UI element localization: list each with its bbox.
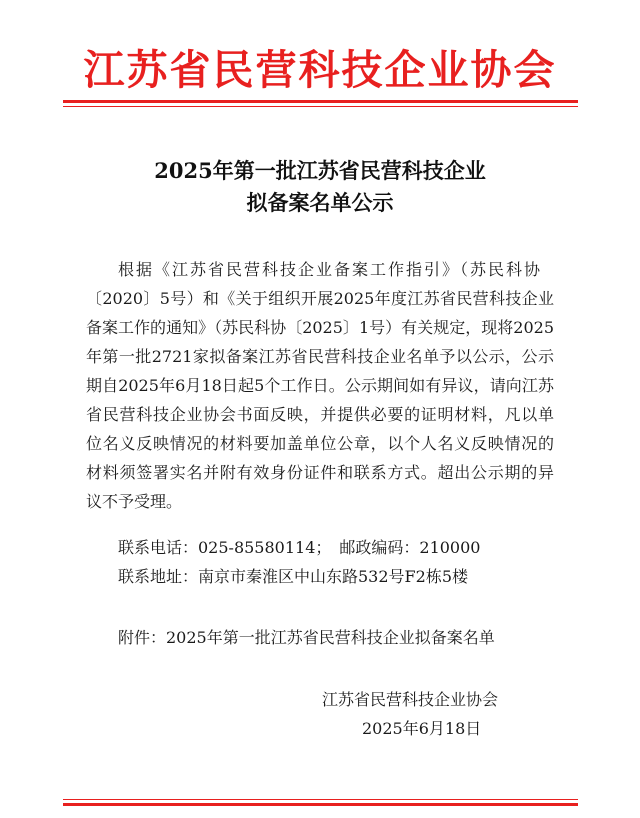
attachment-line: 附件：2025年第一批江苏省民营科技企业拟备案名单 — [118, 628, 495, 647]
letterhead-org-name: 江苏省民营科技企业协会 — [83, 46, 557, 94]
footer-divider-thin — [63, 799, 578, 800]
contact-phone: 联系电话：025-85580114； 邮政编码：210000 — [118, 538, 481, 557]
body-line: 年第一批2721家拟备案江苏省民营科技企业名单予以公示，公示 — [86, 347, 554, 366]
body-line: 备案工作的通知》（苏民科协〔2025〕1号）有关规定，现将2025 — [86, 318, 554, 337]
contact-address: 联系地址：南京市秦淮区中山东路532号F2栋5楼 — [118, 567, 469, 586]
signature-date: 2025年6月18日 — [362, 719, 482, 738]
body-line: 省民营科技企业协会书面反映，并提供必要的证明材料，凡以单 — [86, 405, 554, 424]
body-line: 根据《江苏省民营科技企业备案工作指引》（苏民科协 — [118, 260, 540, 279]
body-line: 议不予受理。 — [86, 492, 183, 511]
header-divider-thin — [63, 106, 578, 107]
body-line: 期自2025年6月18日起5个工作日。公示期间如有异议，请向江苏 — [86, 376, 554, 395]
header-divider-thick — [63, 100, 578, 103]
body-line: 〔2020〕5号）和《关于组织开展2025年度江苏省民营科技企业 — [86, 289, 554, 308]
body-line: 材料须签署实名并附有效身份证件和联系方式。超出公示期的异 — [86, 463, 554, 482]
document-title-line-2: 拟备案名单公示 — [246, 190, 394, 215]
body-line: 位名义反映情况的材料要加盖单位公章，以个人名义反映情况的 — [86, 434, 554, 453]
signature-org: 江苏省民营科技企业协会 — [322, 690, 499, 709]
document-title-line-1: 2025年第一批江苏省民营科技企业 — [154, 158, 486, 183]
footer-divider-thick — [63, 803, 578, 806]
